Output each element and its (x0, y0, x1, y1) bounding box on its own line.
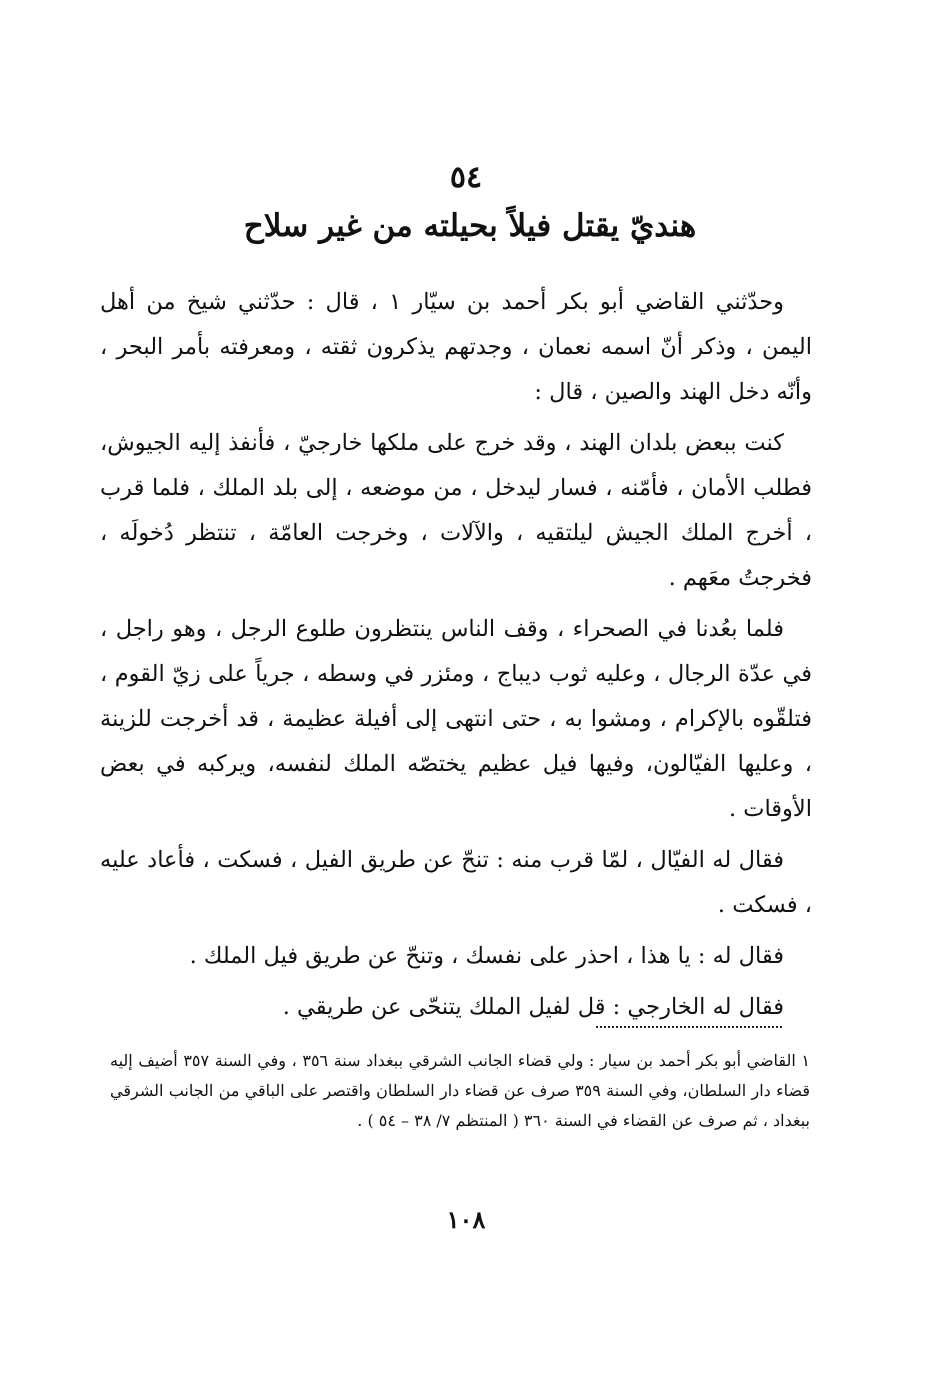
paragraph: كنت ببعض بلدان الهند ، وقد خرج على ملكها خارجيّ ، فأنفذ إليه الجيوش، فطلب الأمان ، فأمّنه ، فسار ليدخل ، من موضعه ، إلى بلد الملك ، فلما قرب ، أخرج الملك الجيش ليلتقيه ، والآلات ، وخرجت العامّة ، تنتظر دُخولَه ، فخرجتُ معَهم . (100, 430, 812, 591)
page-number: ١٠٨ (446, 1205, 486, 1234)
story-number: ٥٤ (449, 160, 483, 195)
story-title: هنديّ يقتل فيلاً بحيلته من غير سلاح (243, 208, 697, 244)
paragraph: فقال له الفيّال ، لمّا قرب منه : تنحّ عن طريق الفيل ، فسكت ، فأعاد عليه ، فسكت . (100, 847, 812, 918)
paragraph: وحدّثني القاضي أبو بكر أحمد بن سيّار ١ ، قال : حدّثني شيخ من أهل اليمن ، وذكر أنّ اسمه نعمان ، وجدتهم يذكرون ثقته ، ومعرفته بأمر البحر ، وأنّه دخل الهند والصين ، قال : (100, 289, 812, 405)
paragraph: فلما بعُدنا في الصحراء ، وقف الناس ينتظرون طلوع الرجل ، وهو راجل ، في عدّة الرجال ، وعليه ثوب ديباج ، ومئزر في وسطه ، جرياً على زيّ القوم ، فتلقّوه بالإكرام ، ومشوا به ، حتى انتهى إلى أفيلة عظيمة ، قد أخرجت للزينة ، وعليها الفيّالون، وفيها فيل عظيم يختصّه الملك لنفسه، ويركبه في بعض الأوقات . (100, 616, 812, 822)
footnote-divider (596, 1026, 782, 1028)
paragraph: فقال له الخارجي : قل لفيل الملك يتنحّى عن طريقي . (282, 994, 784, 1020)
footnote: ١ القاضي أبو بكر أحمد بن سيار : ولي قضاء الجانب الشرقي ببغداد سنة ٣٥٦ ، وفي السنة ٣٥٧ أضيف إليه قضاء دار السلطان، وفي السنة ٣٥٩ صرف عن قضاء دار السلطان واقتصر على الباقي من الجانب الشرقي ببغداد ، ثم صرف عن القضاء في السنة ٣٦٠ ( المنتظم ٧/ ٣٨ – ٥٤ ) . (110, 1051, 811, 1130)
paragraph: فقال له : يا هذا ، احذر على نفسك ، وتنحّ عن طريق فيل الملك . (189, 943, 784, 969)
story-body (100, 280, 812, 1036)
